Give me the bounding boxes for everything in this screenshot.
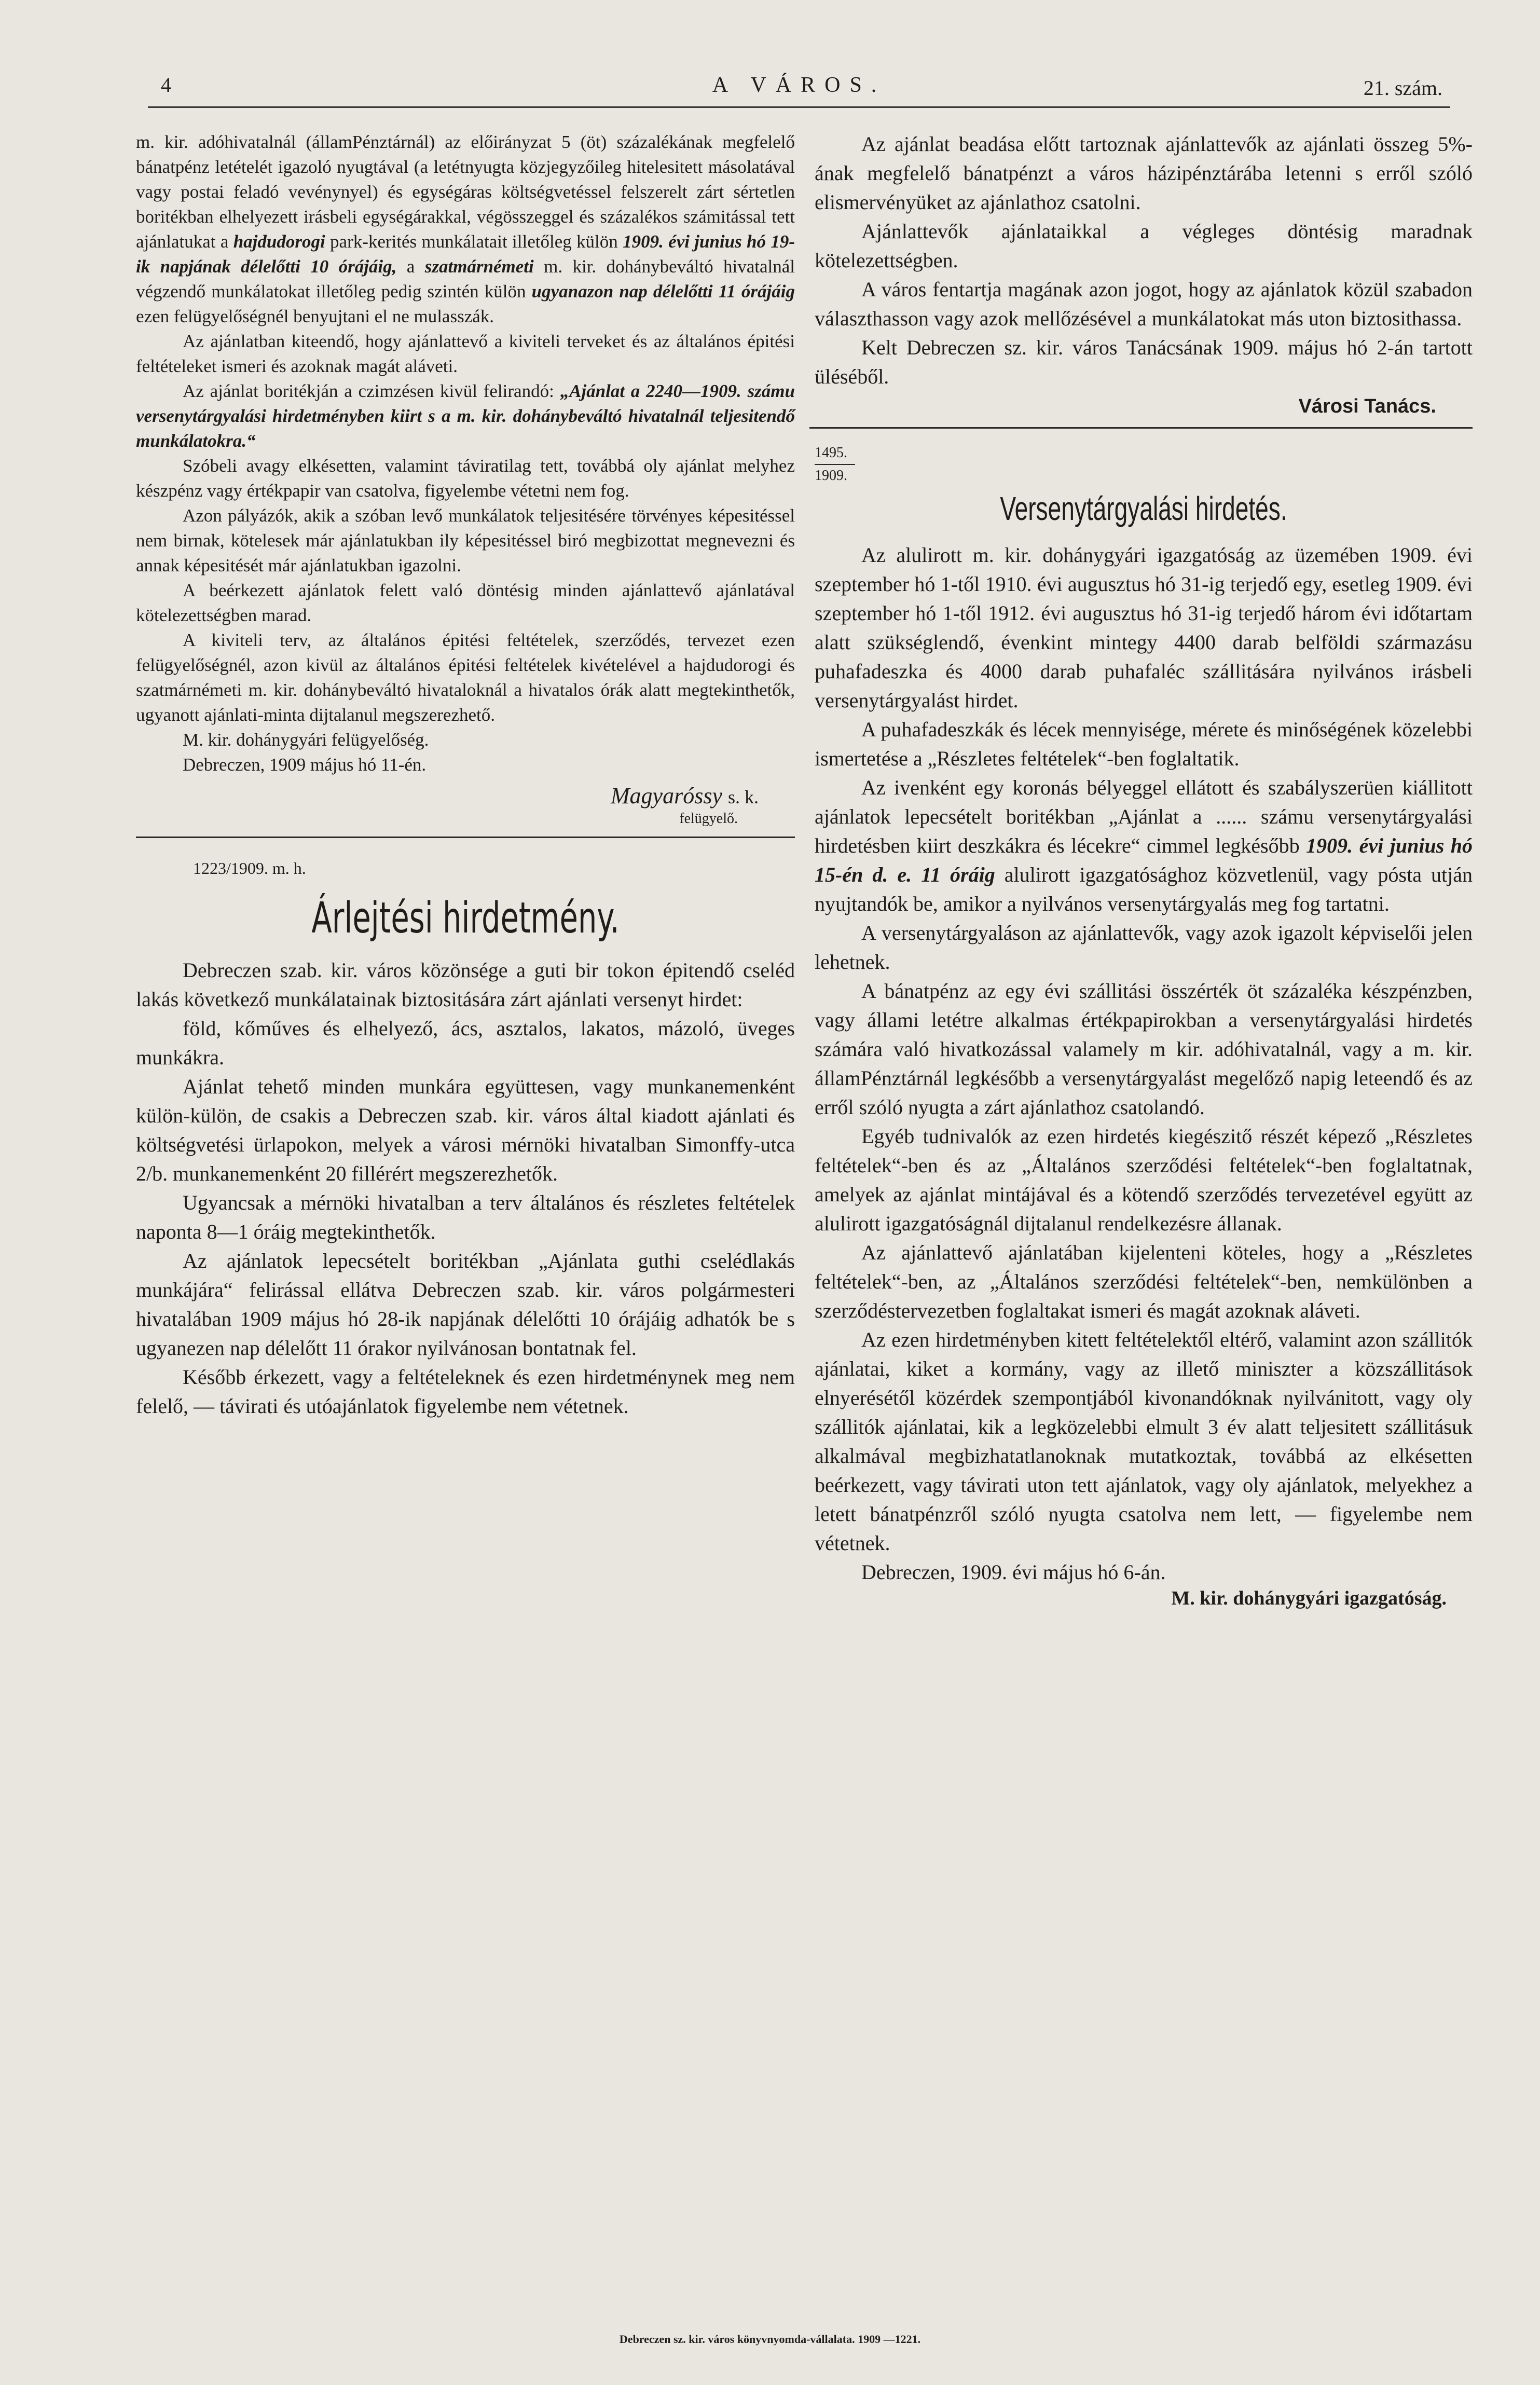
header-rule xyxy=(148,106,1450,108)
paragraph: föld, kőműves és elhelyező, ács, asztalos, lakatos, mázoló, üveges munkákra. xyxy=(136,1017,795,1069)
paragraph xyxy=(136,628,795,728)
newspaper-title: A VÁROS. xyxy=(712,73,886,97)
emphasis-text: „Ajánlat a 2240—1909. számu versenytárgyalási hirdetményben kiirt s a m. kir. dohánybeváltó hivatalnál teljesitendő munkálatokra.“ xyxy=(136,381,795,451)
paragraph xyxy=(136,329,795,379)
auction-notice-continuation xyxy=(815,130,1473,391)
paragraph xyxy=(136,728,795,752)
paragraph xyxy=(815,1122,1473,1238)
text-run: Az ajánlattevő ajánlatában kijelenteni köteles, hogy a „Részletes feltételek“-ben, az „Általános szerződési feltételek“-ben, nemkülönben a szerződéstervezetben foglaltakat ismeri és magát azoknak aláveti. xyxy=(815,1241,1473,1322)
text-run: A bánatpénz az egy évi szállitási összérték öt százaléka készpénzben, vagy állami letétre alkalmas értékpapirokban a versenytárgyalási hirdetés számára való hivatkozással valamely m kir. adóhivatalnál, vagy a m. kir. államPénztárnál legkésőbb a versenytárgyalást megelőző napig leteendő és az erről szóló nyugta a zárt ajánlathoz csatolandó. xyxy=(815,979,1473,1119)
registry-number-top: 1495. xyxy=(815,445,847,461)
text-run: M. kir. dohánygyári felügyelőség. xyxy=(183,730,429,750)
signature-suffix: s. k. xyxy=(727,787,759,807)
emphasis-text: 1909. évi junius hó 19-ik napjának délelőtti 10 órájáig, xyxy=(136,231,795,277)
emphasis-text: hajdudorogi xyxy=(233,231,325,252)
text-run: m. kir. dohánybeváltó hivatalnál végzendő munkálatokat illetőleg pedig szintén külön xyxy=(136,256,795,301)
issue-number: 21. szám. xyxy=(1363,76,1442,100)
auction-notice-title: Árlejtési hirdetmény. xyxy=(311,894,620,943)
paragraph: Az ajánlat beadása előtt tartoznak ajánlattevők az ajánlati összeg 5%-ának megfelelő bánatpénzt a város házipénztárába letenni s erről szóló elismervényüket az ajánlathoz csatolni. xyxy=(815,132,1473,214)
text-run: A puhafadeszkák és lécek mennyisége, mérete és minőségének közelebbi ismertetése a „Részletes feltételek“-ben foglaltatik. xyxy=(815,718,1473,770)
tender-notice-continuation xyxy=(136,130,795,777)
page-number: 4 xyxy=(161,73,171,97)
text-run: ezen felügyelőségnél benyujtani el ne mulasszák. xyxy=(136,306,494,326)
paragraph xyxy=(815,977,1473,1122)
text-run: alulirott igazgatósághoz közvetlenül, vagy pósta utján nyujtandók be, amikor a nyilvános versenytárgyalás meg fog tartatni. xyxy=(815,863,1473,915)
signature-name: Magyaróssy xyxy=(610,783,722,808)
text-run: Az ezen hirdetményben kitett feltételektől eltérő, valamint azon szállitók ajánlatai, kiket a kormány, vagy az illető miniszter a közszállitások elnyerésétől közérdek szempontjából kivonandóknak nyilvánitott, vagy oly szállitók ajánlatai, kik a legközelebbi elmult 3 év alatt teljesitett szállitásuk alkalmával megbizhatatlanoknak mutatkoztak, továbbá az elkésetten beérkezett, vagy távirati uton tett ajánlatok, vagy oly ajánlatok, melyekhez a letett bánatpénzről szóló nyugta csatolva nem lett, — figyelembe nem vétetnek. xyxy=(815,1328,1473,1555)
page-header xyxy=(145,73,1453,109)
paragraph xyxy=(815,715,1473,773)
registry-number-bottom: 1909. xyxy=(815,468,847,484)
text-run: A versenytárgyaláson az ajánlattevők, vagy azok igazolt képviselői jelen lehetnek. xyxy=(815,921,1473,974)
text-run: A beérkezett ajánlatok felett való döntésig minden ajánlattevő ajánlatával kötelezettségben marad. xyxy=(136,580,795,625)
paragraph: Debreczen szab. kir. város közönsége a guti bir tokon épitendő cseléd lakás következő munkálatainak biztositására zárt ajánlati versenyt hirdet: xyxy=(136,958,795,1011)
paragraph xyxy=(815,541,1473,715)
paragraph xyxy=(815,919,1473,977)
text-run: Azon pályázók, akik a szóban levő munkálatok teljesitésére törvényes képesitéssel nem birnak, kötelesek már ajánlatukban ily képesitéssel biró megbizottat megnevezni és annak képesitését már ajánlatukban igazolni. xyxy=(136,505,795,575)
paragraph: Később érkezett, vagy a feltételeknek és ezen hirdetménynek meg nem felelő, — távirati és utóajánlatok figyelembe nem vétetnek. xyxy=(136,1365,795,1418)
paragraph: Az ajánlatok lepecsételt boritékban „Ajánlata guthi cselédlakás munkájára“ felirással ellátva Debreczen szab. kir. város polgármesteri hivatalában 1909 május hó 28-ik napjának délelőtti 10 órájáig adhatók be s ugyanezen nap délelőtt 11 órakor nyilvánosan bontatnak fel. xyxy=(136,1249,795,1360)
printer-footer: Debreczen sz. kir. város könyvnyomda-vállalata. 1909 —1221. xyxy=(619,2333,921,2346)
paragraph xyxy=(136,752,795,777)
paragraph xyxy=(136,503,795,578)
emphasis-text: szatmárnémeti xyxy=(424,256,534,277)
auction-notice-body xyxy=(136,956,795,1421)
text-run: m. kir. adóhivatalnál (államPénztárnál) az előirányzat 5 (öt) százalékának megfelelő bánatpénz letételét igazoló nyugtával (a letétnyugta közjegyzőileg hitelesitett másolatával vagy postai feladó vevénynyel) és egységáras költségvetéssel felszerelt zárt sértetlen boritékban elhelyezett irásbeli egységárakkal, végösszeggel és százalékos számitással tett ajánlatukat a xyxy=(136,132,795,252)
text-run: Debreczen, 1909 május hó 11-én. xyxy=(183,755,427,775)
text-run: Az ivenként egy koronás bélyeggel ellátott és szabályszerüen kiállitott ajánlatok lepecsételt boritékban „Ajánlat a ...... számu versenytárgyalási hirdetésben kiirt deszkákra és lécekre“ cimmel legkésőbb xyxy=(815,776,1473,857)
text-run: Az alulirott m. kir. dohánygyári igazgatóság az üzemében 1909. évi szeptember hó 1-től 1910. évi augusztus hó 31-ig terjedő egy, esetleg 1909. évi szeptember hó 1-től 1912. évi augusztus hó 31-ig terjedő három évi időtartam alatt szükséglendő, évenkint mintegy 4400 darab belföldi származásu puhafadeszka és 4000 darab puhafaléc szállitására nyilvános irásbeli versenytárgyalást hirdet. xyxy=(815,543,1473,712)
emphasis-text: 1909. évi junius hó 15-én d. e. 11 óráig xyxy=(815,834,1473,886)
section-divider xyxy=(809,427,1473,429)
paragraph: Ugyancsak a mérnöki hivatalban a terv általános és részletes feltételek naponta 8—1 óráig megtekinthetők. xyxy=(136,1191,795,1243)
registry-number xyxy=(815,444,1473,485)
text-run: a xyxy=(396,256,425,277)
paragraph xyxy=(815,1238,1473,1325)
signature xyxy=(136,780,795,813)
registry-fraction-line xyxy=(815,464,855,465)
text-run: Debreczen, 1909. évi május hó 6-án. xyxy=(861,1560,1166,1584)
text-run: Egyéb tudnivalók az ezen hirdetés kiegészitő részét képező „Részletes feltételek“-ben és az „Általános szerződési feltételek“-ben foglaltatnak, amelyek az ajánlat mintájával és a kötendő szerződés tervezetével együtt az alulirott igazgatóságnál dijtalanul rendelkezésre állanak. xyxy=(815,1125,1473,1235)
paragraph xyxy=(815,1558,1473,1587)
council-signature: Városi Tanács. xyxy=(1298,395,1436,417)
emphasis-text: ugyanazon nap délelőtti 11 órájáig xyxy=(531,281,795,301)
left-column xyxy=(136,130,795,1421)
paragraph xyxy=(136,379,795,454)
paragraph: A város fentartja magának azon jogot, hogy az ajánlatok közül szabadon választhasson vagy azok mellőzésével a munkálatokat más uton biztosithassa. xyxy=(815,278,1473,330)
text-run: Szóbeli avagy elkésetten, valamint táviratilag tett, továbbá oly ajánlat melyhez készpénz vagy értékpapir van csatolva, figyelembe vétetni nem fog. xyxy=(136,456,795,501)
paragraph xyxy=(815,773,1473,919)
right-column xyxy=(815,130,1473,1610)
reference-number: 1223/1909. m. h. xyxy=(193,859,306,878)
tender-notice-body xyxy=(815,541,1473,1587)
paragraph: Ajánlat tehető minden munkára együttesen, vagy munkanemenként külön-külön, de csakis a Debreczen szab. kir. város által kiadott ajánlati és költségvetési ürlapokon, melyek a városi mérnöki hivatalban Simonffy-utca 2/b. munkanemenként 20 fillérért megszerezhetők. xyxy=(136,1075,795,1185)
paragraph: Kelt Debreczen sz. kir. város Tanácsának 1909. május hó 2-án tartott üléséből. xyxy=(815,336,1473,388)
paragraph xyxy=(815,1325,1473,1558)
paragraph: Ajánlattevők ajánlataikkal a végleges döntésig maradnak kötelezettségben. xyxy=(815,220,1473,272)
tender-notice-title: Versenytárgyalási hirdetés. xyxy=(1000,490,1287,527)
paragraph xyxy=(136,454,795,503)
text-run: Az ajánlat boritékján a czimzésen kivül felirandó: xyxy=(183,381,560,401)
text-run: park-kerités munkálatait illetőleg külön xyxy=(325,231,623,252)
paragraph xyxy=(136,578,795,628)
text-run: A kiviteli terv, az általános épitési feltételek, szerződés, tervezet ezen felügyelőségnél, azon kivül az általános épitési feltételek kivételével a hajdudorogi és szatmárnémeti m. kir. dohánybeváltó hivataloknál a hivatalos órák alatt megtekinthetők, ugyanott ajánlati-minta dijtalanul megszerezhető. xyxy=(136,630,795,725)
text-run: Az ajánlatban kiteendő, hogy ajánlattevő a kiviteli terveket és az általános épitési feltételeket ismeri és azoknak magát aláveti. xyxy=(136,331,795,376)
section-divider xyxy=(136,837,795,838)
signature-role: felügyelő. xyxy=(679,811,738,827)
paragraph xyxy=(136,130,795,329)
factory-signature: M. kir. dohánygyári igazgatóság. xyxy=(1171,1587,1447,1609)
